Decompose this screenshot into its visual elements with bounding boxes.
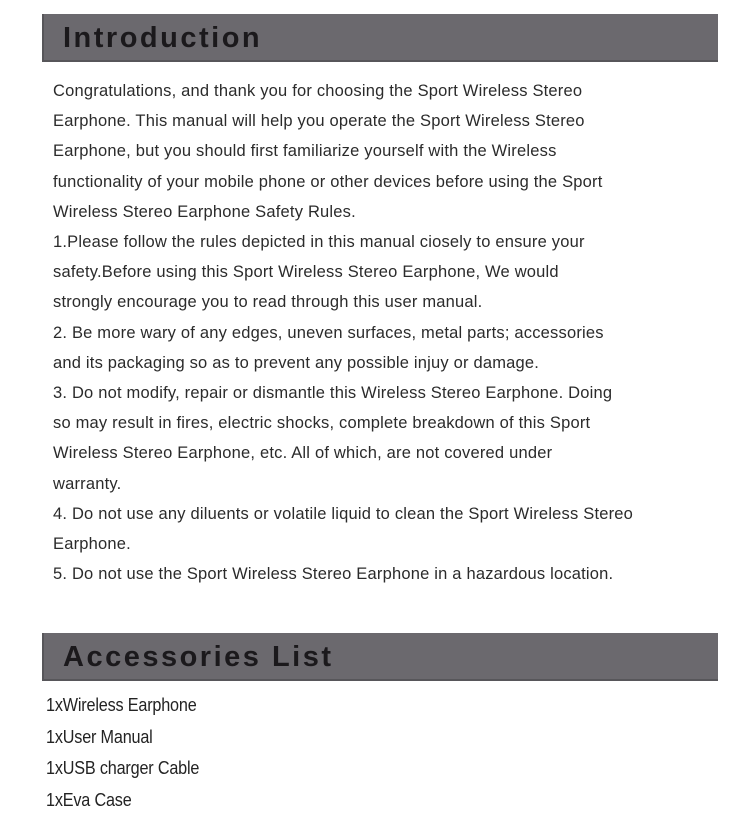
accessory-item: 1xEva Case — [46, 789, 132, 810]
introduction-text-line: Earphone. — [53, 535, 131, 554]
introduction-text-line: 2. Be more wary of any edges, uneven surfaces, metal parts; accessories — [53, 323, 604, 342]
introduction-text-line: 5. Do not use the Sport Wireless Stereo Earphone in a hazardous location. — [53, 565, 614, 584]
introduction-text-line: Wireless Stereo Earphone, etc. All of which, are not covered under — [53, 444, 553, 463]
introduction-text-line: so may result in fires, electric shocks, complete breakdown of this Sport — [53, 414, 591, 433]
section-title-accessories-list: Accessories List — [63, 640, 334, 673]
accessory-item: 1xUser Manual — [46, 726, 153, 747]
introduction-text-line: Wireless Stereo Earphone Safety Rules. — [53, 202, 356, 221]
introduction-text-line: Earphone, but you should first familiarize yourself with the Wireless — [53, 142, 557, 161]
introduction-text-line: Congratulations, and thank you for choosing the Sport Wireless Stereo — [53, 82, 583, 100]
introduction-text-line: and its packaging so as to prevent any possible injuy or damage. — [53, 353, 540, 372]
introduction-text-line: 4. Do not use any diluents or volatile liquid to clean the Sport Wireless Stereo — [53, 504, 634, 523]
introduction-text-line: warranty. — [53, 474, 122, 493]
section-header-accessories-list — [42, 633, 718, 681]
introduction-text-line: 1.Please follow the rules depicted in this manual ciosely to ensure your — [53, 233, 585, 252]
accessories-list — [46, 690, 701, 816]
introduction-text-line: strongly encourage you to read through this user manual. — [53, 293, 483, 312]
introduction-text-line: safety.Before using this Sport Wireless Stereo Earphone, We would — [53, 263, 559, 282]
accessory-item: 1xWireless Earphone — [46, 695, 197, 715]
accessory-item: 1xUSB charger Cable — [46, 758, 200, 778]
introduction-text-line: Earphone. This manual will help you operate the Sport Wireless Stereo — [53, 112, 585, 131]
introduction-text-line: functionality of your mobile phone or other devices before using the Sport — [53, 172, 603, 191]
section-header-introduction — [42, 14, 718, 62]
introduction-paragraph — [53, 76, 708, 589]
introduction-text-line: 3. Do not modify, repair or dismantle this Wireless Stereo Earphone. Doing — [53, 384, 613, 403]
section-title-introduction: Introduction — [63, 21, 263, 54]
